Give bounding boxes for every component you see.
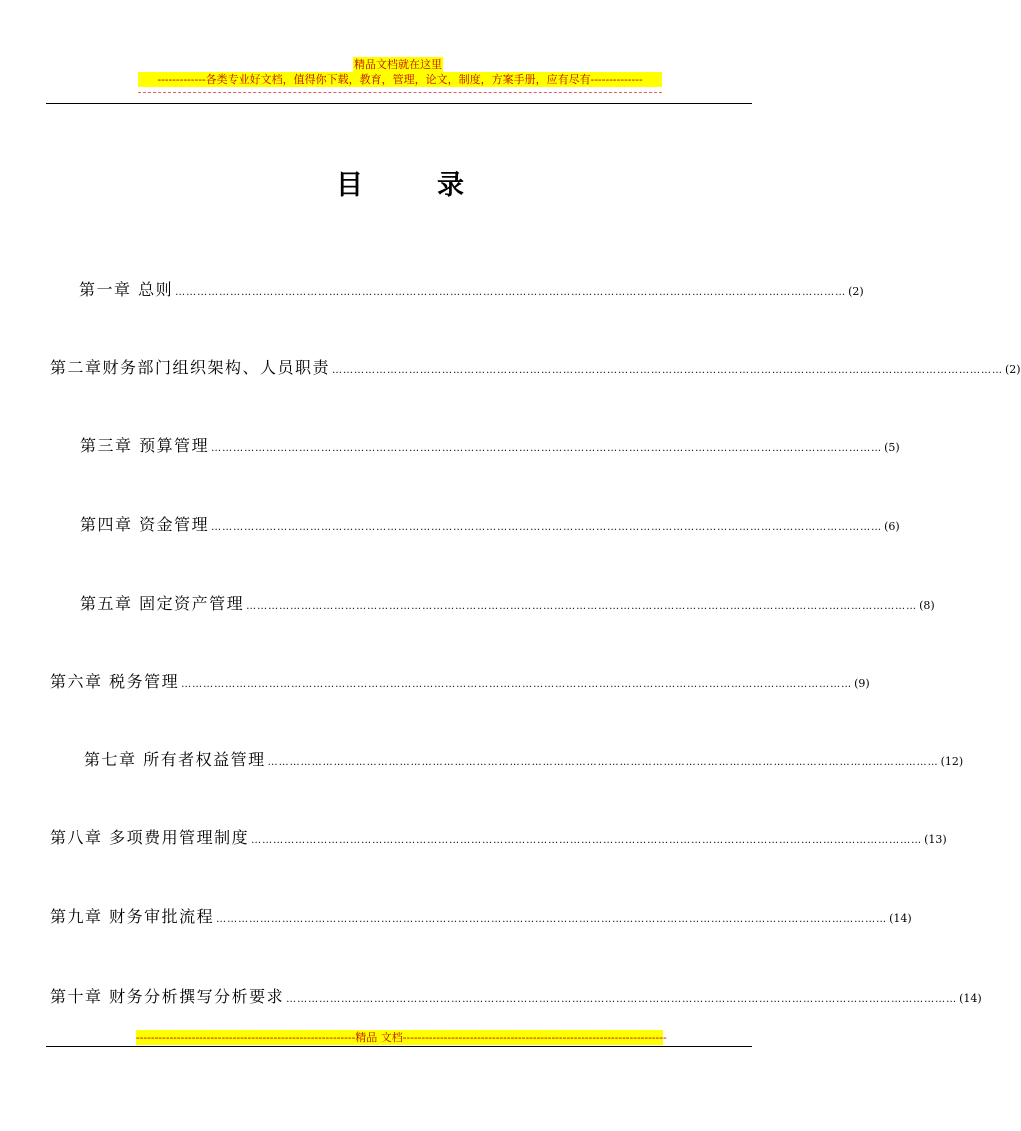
toc-entry-label: 第一章 总则 <box>79 280 174 299</box>
toc-leader-dots: ………………………………………………………………………………………………………………………………………………………………… <box>211 443 883 454</box>
toc-entry-page: (5) <box>884 441 900 454</box>
toc-entry[interactable] <box>79 278 864 302</box>
toc-entry[interactable] <box>80 513 900 537</box>
toc-entry[interactable] <box>50 905 912 929</box>
footer-rule <box>46 1046 752 1047</box>
toc-leader-dots: ………………………………………………………………………………………………………………………………………………………………… <box>216 914 888 925</box>
toc-leader-dots: ………………………………………………………………………………………………………………………………………………………………… <box>181 679 853 690</box>
toc-entry-page: (14) <box>889 912 912 925</box>
header-tagline: 精品文档就在这里 <box>354 58 442 71</box>
toc-leader-dots: ………………………………………………………………………………………………………………………………………………………………… <box>332 365 1004 376</box>
toc-entry-label: 第二章财务部门组织架构、人员职责 <box>50 358 331 377</box>
toc-entry-label: 第九章 财务审批流程 <box>50 907 215 926</box>
toc-entry-page: (2) <box>1005 363 1021 376</box>
toc-leader-dots: ………………………………………………………………………………………………………………………………………………………………… <box>267 757 939 768</box>
toc-entry-label: 第四章 资金管理 <box>80 515 210 534</box>
toc-entry[interactable] <box>84 748 964 772</box>
toc-entry[interactable] <box>50 826 947 850</box>
toc-leader-dots: ………………………………………………………………………………………………………………………………………………………………… <box>246 601 918 612</box>
toc-entry[interactable] <box>50 985 982 1009</box>
toc-entry-label: 第七章 所有者权益管理 <box>84 750 266 769</box>
toc-leader-dots: ………………………………………………………………………………………………………………………………………………………………… <box>251 835 923 846</box>
toc-leader-dots: ………………………………………………………………………………………………………………………………………………………………… <box>211 522 883 533</box>
toc-entry[interactable] <box>50 670 870 694</box>
header-dashed-divider <box>138 92 662 93</box>
toc-entry[interactable] <box>80 592 935 616</box>
header-rule <box>46 103 752 104</box>
toc-entry-page: (9) <box>854 677 870 690</box>
page-title: 目录 <box>336 170 538 201</box>
toc-entry-page: (14) <box>959 992 982 1005</box>
toc-entry[interactable] <box>50 356 1021 380</box>
toc-entry-page: (6) <box>884 520 900 533</box>
toc-leader-dots: ………………………………………………………………………………………………………………………………………………………………… <box>286 994 958 1005</box>
toc-entry[interactable] <box>80 434 900 458</box>
toc-leader-dots: ………………………………………………………………………………………………………………………………………………………………… <box>175 287 847 298</box>
toc-entry-page: (13) <box>924 833 947 846</box>
toc-entry-label: 第三章 预算管理 <box>80 436 210 455</box>
toc-entry-label: 第五章 固定资产管理 <box>80 594 245 613</box>
header-banner: -------------各类专业好文档，值得你下载，教育，管理，论文，制度，方案手册，应有尽有-------------- <box>138 72 662 87</box>
footer-banner: -----------------------------------------------------------精品 文档----------------------------------------------------------------------- <box>136 1031 667 1044</box>
toc-entry-label: 第六章 税务管理 <box>50 672 180 691</box>
toc-entry-page: (8) <box>919 599 935 612</box>
toc-entry-page: (12) <box>940 755 964 768</box>
toc-entry-page: (2) <box>848 285 864 298</box>
toc-entry-label: 第八章 多项费用管理制度 <box>50 828 250 847</box>
toc-entry-label: 第十章 财务分析撰写分析要求 <box>50 987 285 1006</box>
